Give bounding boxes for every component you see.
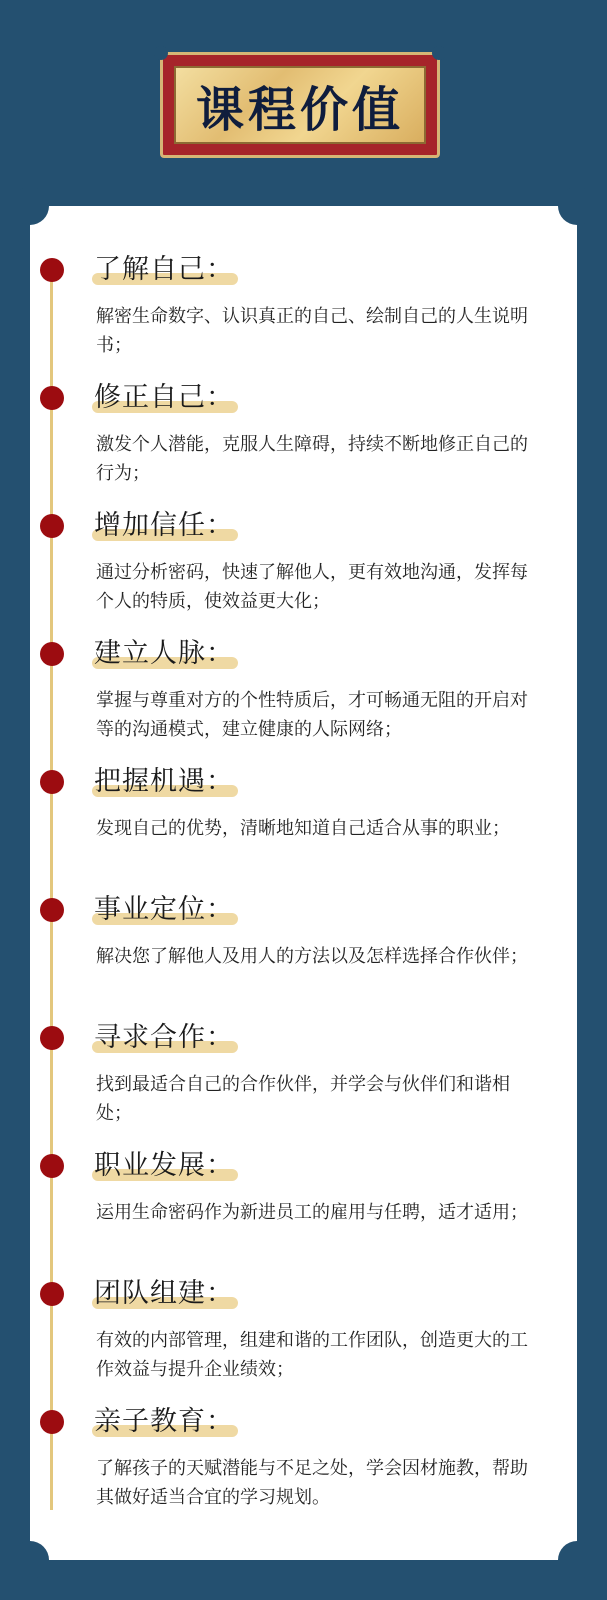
title-plaque: [160, 52, 440, 158]
item-heading: [94, 510, 234, 542]
timeline-dot: [40, 1026, 64, 1050]
value-item: [30, 846, 577, 974]
timeline-dot: [40, 898, 64, 922]
item-description: 找到最适合自己的合作伙伴，并学会与伙伴们和谐相处；: [96, 1074, 510, 1124]
value-item: [30, 590, 577, 740]
item-heading-text: 增加信任：: [94, 510, 234, 541]
value-item: [30, 1358, 577, 1508]
item-heading-text: 建立人脉：: [94, 638, 234, 669]
item-heading: [94, 1150, 234, 1182]
value-item: [30, 206, 577, 356]
card-corner-notch: [11, 1541, 49, 1579]
item-description: 运用生命密码作为新进员工的雇用与任聘，适才适用；: [96, 1202, 528, 1223]
item-heading: [94, 1406, 234, 1438]
page-title: 课程价值: [195, 81, 404, 138]
item-heading-text: 职业发展：: [94, 1150, 234, 1181]
item-description: 解决您了解他人及用人的方法以及怎样选择合作伙伴；: [96, 946, 528, 967]
item-heading: [94, 1278, 234, 1310]
item-description: 激发个人潜能，克服人生障碍，持续不断地修正自己的行为；: [96, 434, 528, 484]
timeline-dot: [40, 1154, 64, 1178]
item-heading: [94, 894, 234, 926]
value-item: [30, 1230, 577, 1380]
timeline-dot: [40, 386, 64, 410]
timeline-dot: [40, 770, 64, 794]
item-heading-text: 修正自己：: [94, 382, 234, 413]
item-heading-text: 了解自己：: [94, 254, 234, 285]
item-heading: [94, 766, 234, 798]
value-item: [30, 334, 577, 484]
item-heading-text: 把握机遇：: [94, 766, 234, 797]
content-card: [30, 206, 577, 1560]
item-heading-text: 亲子教育：: [94, 1406, 234, 1437]
timeline-dot: [40, 1282, 64, 1306]
item-heading: [94, 382, 234, 414]
value-item: [30, 462, 577, 612]
item-description: 了解孩子的天赋潜能与不足之处，学会因材施教，帮助其做好适当合宜的学习规划。: [96, 1458, 528, 1508]
item-description: 有效的内部管理，组建和谐的工作团队，创造更大的工作效益与提升企业绩效；: [96, 1330, 528, 1380]
title-plaque-inner: [174, 66, 426, 144]
timeline-dot: [40, 514, 64, 538]
item-heading-text: 团队组建：: [94, 1278, 234, 1309]
value-item: [30, 974, 577, 1124]
value-item: [30, 718, 577, 846]
timeline-dot: [40, 642, 64, 666]
card-corner-notch: [558, 1541, 596, 1579]
item-heading-text: 寻求合作：: [94, 1022, 234, 1053]
item-description: 通过分析密码，快速了解他人，更有效地沟通，发挥每个人的特质，使效益更大化；: [96, 562, 528, 612]
item-description: 发现自己的优势，清晰地知道自己适合从事的职业；: [96, 818, 510, 839]
item-heading: [94, 1022, 234, 1054]
value-item: [30, 1102, 577, 1230]
item-heading-text: 事业定位：: [94, 894, 234, 925]
item-heading: [94, 254, 234, 286]
item-description: 掌握与尊重对方的个性特质后，才可畅通无阻的开启对等的沟通模式，建立健康的人际网络；: [96, 690, 528, 740]
timeline-dot: [40, 1410, 64, 1434]
timeline-dot: [40, 258, 64, 282]
item-description: 解密生命数字、认识真正的自己、绘制自己的人生说明书；: [96, 306, 528, 356]
item-heading: [94, 638, 234, 670]
